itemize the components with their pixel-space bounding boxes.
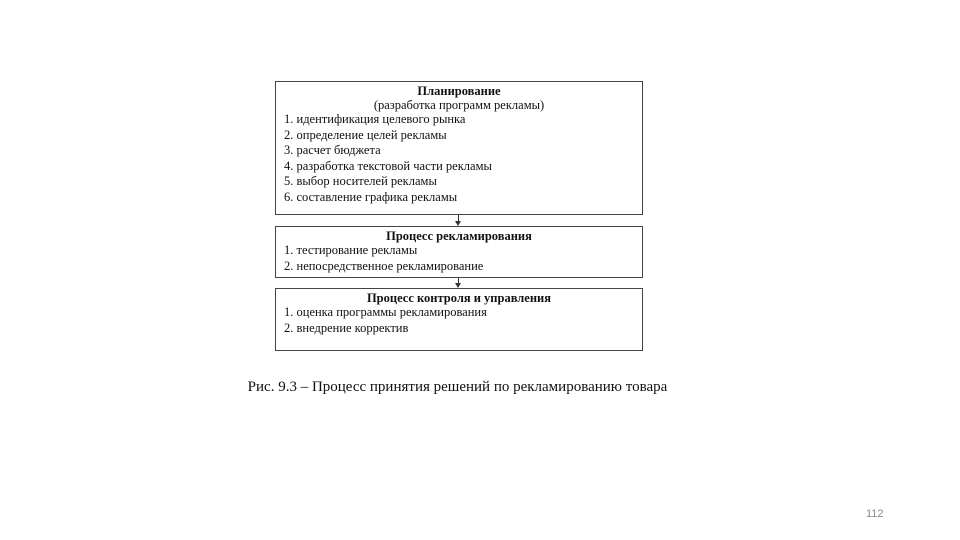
control-process-items (284, 305, 634, 336)
planning-subtitle: (разработка программ рекламы) (373, 98, 545, 112)
figure-caption: Рис. 9.3 – Процесс принятия решений по рекламированию товара (247, 379, 668, 395)
control-process-item: 2. внедрение корректив (284, 320, 409, 335)
planning-item: 5. выбор носителей рекламы (284, 174, 437, 188)
figure-caption-row (0, 379, 960, 396)
planning-items (284, 112, 634, 205)
advertising-process-item: 1. тестирование рекламы (284, 243, 418, 257)
planning-item: 3. расчет бюджета (284, 143, 381, 157)
control-process-box (275, 288, 643, 351)
advertising-process-items (284, 243, 634, 274)
planning-item: 4. разработка текстовой части рекламы (284, 158, 492, 173)
planning-title: Планирование (417, 84, 501, 98)
planning-box (275, 81, 643, 215)
advertising-process-box (275, 226, 643, 278)
control-process-title: Процесс контроля и управления (366, 291, 552, 305)
page-number: 112 (866, 508, 884, 520)
planning-item: 6. составление графика рекламы (284, 189, 458, 204)
planning-item: 2. определение целей рекламы (284, 127, 447, 142)
planning-item: 1. идентификация целевого рынка (284, 112, 466, 126)
advertising-process-title: Процесс рекламирования (386, 229, 532, 243)
control-process-item: 1. оценка программы рекламирования (284, 305, 487, 319)
advertising-process-item: 2. непосредственное рекламирование (284, 258, 484, 273)
